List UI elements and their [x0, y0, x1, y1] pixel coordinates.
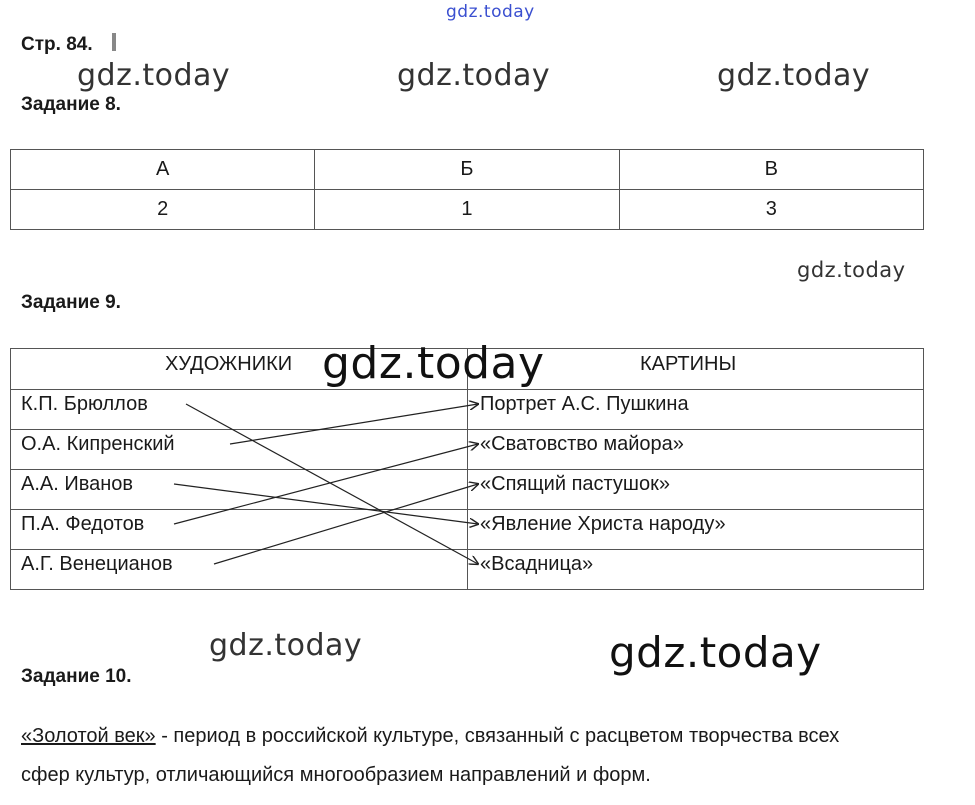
definition-text-line2: сфер культур, отличающийся многообразием направлений и форм. [21, 764, 651, 786]
watermark: gdz.today [609, 628, 822, 677]
definition-paragraph [21, 725, 839, 748]
watermark: gdz.today [322, 338, 545, 389]
watermark: gdz.today [209, 628, 363, 663]
artist-cell: П.А. Федотов [21, 513, 145, 535]
table-cell: 3 [619, 190, 923, 230]
task10-title: Задание 10. [21, 666, 132, 687]
table-cell: 1 [315, 190, 619, 230]
watermark: gdz.today [397, 58, 551, 93]
definition-text: - период в российской культуре, связанный с расцветом творчества всех [155, 725, 840, 747]
table-header-cell: Б [315, 150, 619, 190]
matching-arrow [214, 484, 478, 564]
table-cell: 2 [11, 190, 315, 230]
column-header-artists: ХУДОЖНИКИ [165, 353, 293, 375]
watermark: gdz.today [717, 58, 871, 93]
watermark: gdz.today [446, 2, 535, 22]
term-golden-age: «Золотой век» [21, 725, 156, 747]
artist-cell: К.П. Брюллов [21, 393, 148, 415]
matching-arrow [174, 484, 478, 524]
matching-arrow [230, 404, 478, 444]
artist-cell: О.А. Кипренский [21, 433, 175, 455]
column-header-paintings: КАРТИНЫ [640, 353, 737, 375]
cropped-watermark-mask [762, 590, 922, 622]
painting-cell: «Явление Христа народу» [480, 513, 726, 535]
painting-cell: «Сватовство майора» [480, 433, 684, 455]
task8-title: Задание 8. [21, 94, 121, 115]
table-header-cell: А [11, 150, 315, 190]
artist-cell: А.А. Иванов [21, 473, 134, 495]
matching-arrow [174, 444, 478, 524]
artist-cell: А.Г. Венецианов [21, 553, 173, 575]
table-header-cell: В [619, 150, 923, 190]
watermark: gdz.today [797, 258, 906, 282]
task9-title: Задание 9. [21, 292, 121, 313]
painting-cell: Портрет А.С. Пушкина [480, 393, 689, 415]
watermark: gdz.today [77, 58, 231, 93]
page-label: Стр. 84. [21, 34, 93, 55]
painting-cell: «Спящий пастушок» [480, 473, 670, 495]
painting-cell: «Всадница» [480, 553, 594, 575]
